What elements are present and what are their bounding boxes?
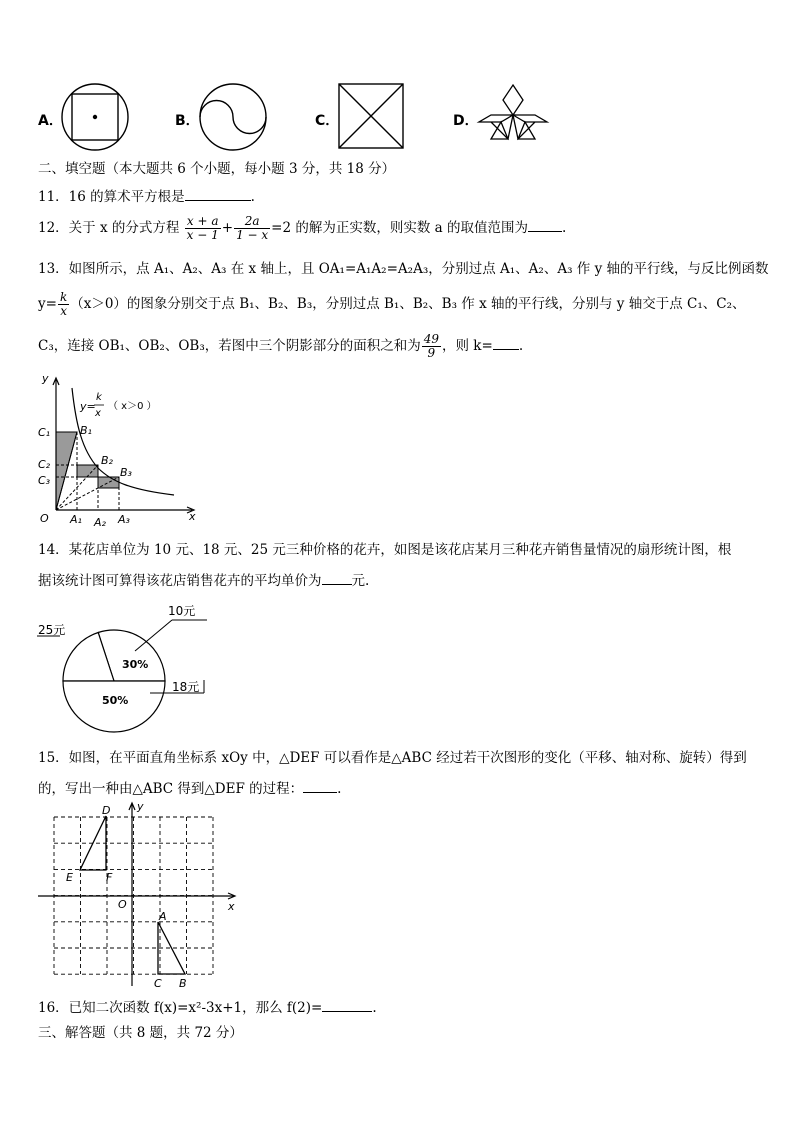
q13-area-fraction: $\frac{49}{9}$ [423, 332, 440, 360]
q13-line-1: 13．如图所示，点 A₁、A₂、A₃ 在 x 轴上，且 OA₁=A₁A₂=A₂A₃，分别过点 A₁、A₂、A₃ 作 y 轴的平行线，与反比例函数 [38, 261, 769, 277]
q12-answer-blank[interactable] [528, 231, 562, 232]
q12-plus: + [221, 220, 234, 236]
q12-post: =2 的解为正实数，则实数 a 的取值范围为 [271, 220, 528, 236]
question-16 [38, 999, 377, 1017]
fig13-x-label: x [189, 510, 196, 523]
pie-pct-18: 50% [102, 694, 129, 707]
q13-line-2 [38, 286, 745, 322]
option-a-figure [60, 82, 132, 154]
fig15-f: F [106, 871, 113, 884]
figure-15-grid [38, 800, 243, 990]
option-d-label[interactable]: D． [453, 113, 479, 129]
fig13-c2: C₂ [38, 458, 51, 471]
option-a-label[interactable]: A． [38, 113, 63, 129]
q11-answer-blank[interactable] [185, 200, 251, 201]
option-c-figure [337, 82, 407, 152]
q16-answer-blank[interactable] [322, 1011, 372, 1012]
q14-line-1: 14．某花店单位为 10 元、18 元、25 元三种价格的花卉，如图是该花店某月三种花卉销售量情况的扇形统计图，根 [38, 542, 732, 558]
q12-fraction-1: $\frac{x + a}{x - 1}$ [186, 214, 219, 242]
q14-end: 元. [351, 573, 370, 589]
fig13-origin: O [40, 512, 49, 525]
q11-text: 11．16 的算术平方根是 [38, 189, 185, 205]
fig13-func-den: x [95, 408, 101, 419]
fig13-c3: C₃ [38, 474, 51, 487]
pie-label-25: 25元 [38, 623, 66, 637]
fig13-c1: C₁ [38, 426, 51, 439]
pie-label-18: 18元 [172, 680, 200, 694]
q15-line-2-text: 的，写出一种由△ABC 得到△DEF 的过程： [38, 781, 304, 797]
fig13-b2: B₂ [101, 454, 113, 467]
fig15-d: D [102, 804, 111, 817]
fig13-func-cond: （ x＞0 ） [108, 401, 157, 412]
q13-line-3 [38, 328, 523, 364]
q13-line-2-text: （x＞0）的图象分别交于点 B₁、B₂、B₃，分别过点 B₁、B₂、B₃ 作 x 轴的平行线，分别与 y 轴交于点 C₁、C₂、 [70, 296, 746, 312]
fig15-c: C [154, 977, 162, 990]
fig13-b3: B₃ [120, 466, 132, 479]
question-11 [38, 188, 255, 206]
option-b-figure [198, 82, 270, 154]
fig15-origin: O [118, 898, 127, 911]
option-d-figure [475, 82, 550, 150]
q12-pre: 12．关于 x 的分式方程 [38, 220, 180, 236]
fig13-a1: A₁ [70, 513, 82, 526]
fig13-y-label: y [42, 372, 49, 385]
q15-line-1: 15．如图，在平面直角坐标系 xOy 中，△DEF 可以看作是△ABC 经过若干次图形的变化（平移、轴对称、旋转）得到 [38, 750, 747, 766]
fig13-func-num: k [96, 392, 102, 403]
fig13-a3: A₃ [118, 513, 130, 526]
option-b-label[interactable]: B． [175, 113, 200, 129]
fig13-b1: B₁ [80, 424, 92, 437]
section-3-title: 三、解答题（共 8 题，共 72 分） [38, 1025, 243, 1041]
pie-label-10: 10元 [168, 604, 196, 618]
q13-line-3-text: C₃，连接 OB₁、OB₂、OB₃，若图中三个阴影部分的面积之和为 [38, 338, 421, 354]
q15-answer-blank[interactable] [303, 792, 337, 793]
q13-y-eq: y= [38, 296, 57, 312]
q15-line-2 [38, 780, 341, 798]
fig15-a: A [159, 910, 167, 923]
pie-chart [32, 598, 212, 740]
q14-line-2 [38, 572, 369, 590]
q11-end: . [250, 189, 255, 205]
option-c-label[interactable]: C． [315, 113, 340, 129]
q12-fraction-2: $\frac{2a}{1 - x}$ [236, 214, 269, 242]
shaded-region-2 [77, 465, 98, 477]
fig15-e: E [66, 871, 73, 884]
q14-line-2-text: 据该统计图可算得该花店销售花卉的平均单价为 [38, 573, 322, 589]
q13-answer-blank[interactable] [493, 349, 519, 350]
fig15-y-label: y [137, 800, 144, 813]
q16-end: . [372, 1000, 377, 1016]
q16-text: 16．已知二次函数 f(x)=x²-3x+1，那么 f(2)= [38, 1000, 323, 1016]
q15-end: . [337, 781, 342, 797]
q12-end: . [562, 220, 567, 236]
fig13-a2: A₂ [94, 516, 106, 529]
question-12 [38, 212, 566, 244]
figure-13 [32, 370, 202, 530]
section-2-title: 二、填空题（本大题共 6 个小题，每小题 3 分，共 18 分） [38, 161, 396, 177]
q13-k-eq: ，则 k= [442, 338, 493, 354]
q13-end: . [518, 338, 524, 354]
q13-k-over-x: $\frac{k}{x}$ [59, 290, 68, 318]
pie-pct-10: 30% [122, 658, 149, 671]
q14-answer-blank[interactable] [322, 584, 352, 585]
fig15-x-label: x [228, 900, 235, 913]
fig13-func-pre: y= [80, 400, 96, 413]
fig15-b: B [179, 977, 187, 990]
